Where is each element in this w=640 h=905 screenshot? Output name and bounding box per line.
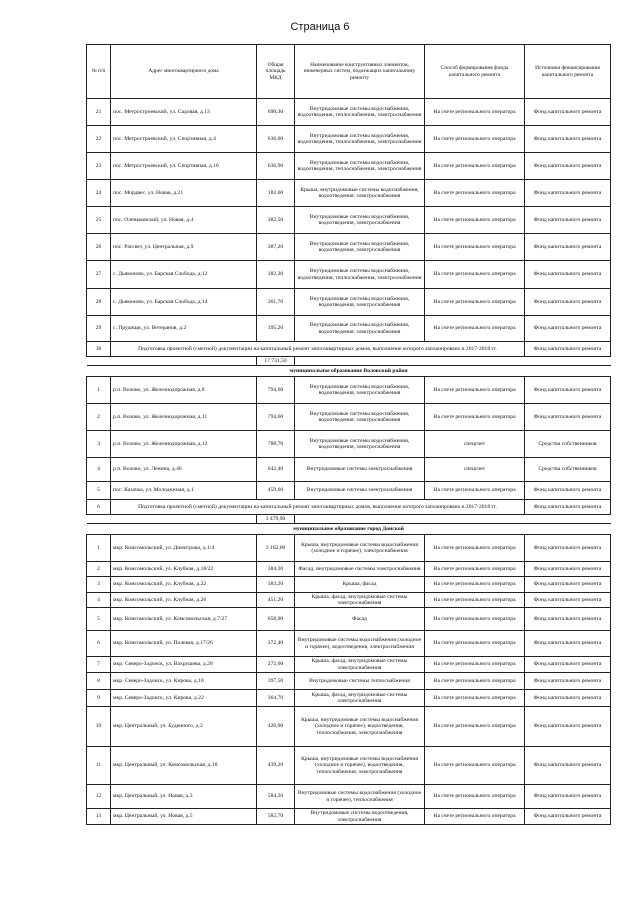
table-row [87,809,611,825]
row-method: На счете регионального оператора [425,785,525,809]
row-address: мкр. Комсомольский, ул. Клубная, д.26 [111,593,257,608]
row-elements: Внутридомовые системы водоснабжения, водоотведения, теплоснабжения, электроснабжения [295,99,425,126]
table-row [87,657,611,673]
row-source: Фонд капитального ремонта [525,207,611,234]
row-number: 2 [87,562,111,577]
table-row [87,289,611,316]
row-source: Фонд капитального ремонта [525,180,611,207]
row-elements: Внутридомовые системы водоснабжения, водоотведения, теплоснабжения, электроснабжения [295,261,425,289]
row-method: На счете регионального оператора [425,690,525,707]
row-number: 1 [87,535,111,562]
row-source: Фонд капитального ремонта [525,377,611,404]
row-method: На счете регионального оператора [425,234,525,261]
row-area: 182,60 [257,180,295,207]
table-row [87,99,611,126]
row-method: На счете регионального оператора [425,535,525,562]
row-number: 26 [87,234,111,261]
row-source: Фонд капитального ремонта [525,785,611,809]
table-row [87,707,611,747]
row-area: 395,20 [257,316,295,342]
row-number: 4 [87,593,111,608]
row-area: 361,70 [257,289,295,316]
row-elements: Крыша, внутридомовые системы водоснабжения (холодное и горячее), водоотведения, теплоснабжения, электроснабжения [295,747,425,785]
row-address: с. Дьяконово, ул. Барская Слобода, д.14 [111,289,257,316]
row-method: На счете регионального оператора [425,673,525,690]
row-area: 272,60 [257,657,295,673]
row-area: 3 162,00 [257,535,295,562]
row-method: На счете регионального оператора [425,180,525,207]
page-title: Страница 6 [290,21,350,33]
repair-program-table [86,44,610,825]
row-source: Фонд капитального ремонта [525,404,611,431]
section-total-row [87,357,611,366]
table-row [87,234,611,261]
row-method: На счете регионального оператора [425,377,525,404]
row-address: с. Дьяконово, ул. Барская Слобода, д.12 [111,261,257,289]
row-number: 11 [87,747,111,785]
table-row [87,535,611,562]
row-number: 3 [87,577,111,593]
header-elements: Наименование конструктивных элементов, инженерных систем, подлежащих капитальному ремонту [295,45,425,99]
row-number: 7 [87,657,111,673]
row-number: 13 [87,809,111,825]
row-address: мкр. Комсомольский, ул. Комсомольская, д.7/27 [111,608,257,631]
row-area: 788,70 [257,431,295,458]
row-source: Фонд капитального ремонта [525,593,611,608]
row-elements: Внутридомовые системы водоснабжения, водоотведения, электроснабжения [295,431,425,458]
row-source: Фонд капитального ремонта [525,608,611,631]
row-number: 22 [87,126,111,153]
row-source: Фонд капитального ремонта [525,690,611,707]
row-method: На счете регионального оператора [425,657,525,673]
row-source: Фонд капитального ремонта [525,342,611,357]
row-area: 794,60 [257,377,295,404]
row-address: мкр. Комсомольский, ул. Клубная, д.22 [111,577,257,593]
row-number: 23 [87,153,111,180]
table-row [87,747,611,785]
row-elements: Крыша, фасад, внутридомовые системы электроснабжения [295,593,425,608]
row-number: 4 [87,458,111,482]
row-number: 29 [87,316,111,342]
row-area: 636,90 [257,153,295,180]
row-elements: Крыша, внутридомовые системы водоснабжения (холодное и горячее), электроснабжения [295,535,425,562]
section-heading-row [87,524,611,535]
table-row [87,431,611,458]
row-number: 5 [87,482,111,500]
row-elements: Внутридомовые системы водоснабжения, водоотведения, теплоснабжения, электроснабжения [295,126,425,153]
row-method: На счете регионального оператора [425,482,525,500]
table-body [87,99,611,825]
row-method: На счете регионального оператора [425,747,525,785]
table-row [87,316,611,342]
row-number: 2 [87,404,111,431]
table-row [87,690,611,707]
row-address: мкр. Центральный, ул. Буденного, д.3 [111,707,257,747]
section-heading-row [87,366,611,377]
row-elements: Внутридомовые системы электроснабжения [295,482,425,500]
row-area: 397,50 [257,673,295,690]
row-address: мкр. Центральный, ул. Комсомольская, д.18 [111,747,257,785]
row-source: Фонд капитального ремонта [525,577,611,593]
row-method: На счете регионального оператора [425,99,525,126]
table-row [87,207,611,234]
row-source: Фонд капитального ремонта [525,673,611,690]
row-number: 5 [87,608,111,631]
table-row [87,673,611,690]
row-address: пос. Казачка, ул. Молодежная, д.1 [111,482,257,500]
row-number: 6 [87,631,111,657]
row-method: На счете регионального оператора [425,207,525,234]
row-source: Фонд капитального ремонта [525,562,611,577]
row-elements: Внутридомовые системы теплоснабжения [295,673,425,690]
project-description: Подготовка проектной (сметной) документации на капитальный ремонт многоквартирных домов, выполнение которого запланировано в 2017-2018 гг. [111,342,525,357]
row-source: Средства собственников [525,431,611,458]
row-number: 9 [87,690,111,707]
row-area: 383,20 [257,577,295,593]
table-row [87,458,611,482]
row-elements: Крыша, внутридомовые системы водоснабжения (холодное и горячее), водоотведения, теплоснабжения, электроснабжения [295,707,425,747]
row-number: 10 [87,707,111,747]
row-method: На счете регионального оператора [425,593,525,608]
row-area: 642,40 [257,458,295,482]
row-area: 690,30 [257,99,295,126]
row-elements: Фасад, внутридомовые системы электроснабжения [295,562,425,577]
row-elements: Внутридомовые системы водоснабжения, водоотведения, электроснабжения [295,289,425,316]
total-spacer [295,515,611,524]
row-area: 420,00 [257,707,295,747]
row-method: На счете регионального оператора [425,631,525,657]
row-number: 27 [87,261,111,289]
total-spacer [87,515,257,524]
header-address: Адрес многоквартирного дома [111,45,257,99]
row-address: мкр. Комсомольский, ул. Полевая, д.17/26 [111,631,257,657]
row-address: р.п. Волово, ул. Железнодорожная, д.11 [111,404,257,431]
row-source: Средства собственников [525,458,611,482]
row-method: На счете регионального оператора [425,153,525,180]
row-area: 584,20 [257,785,295,809]
row-address: пос. Мордвес, ул. Новая, д.21 [111,180,257,207]
row-number: 6 [87,500,111,515]
row-source: Фонд капитального ремонта [525,707,611,747]
section-total: 17 731,50 [257,357,295,366]
row-area: 582,70 [257,809,295,825]
row-method: На счете регионального оператора [425,126,525,153]
row-address: р.п. Волово, ул. Ленина, д.46 [111,458,257,482]
row-source: Фонд капитального ремонта [525,535,611,562]
row-number: 3 [87,431,111,458]
row-method: На счете регионального оператора [425,809,525,825]
row-address: мкр. Центральный, ул. Новая, д.3 [111,785,257,809]
row-number: 1 [87,377,111,404]
row-method: На счете регионального оператора [425,404,525,431]
row-source: Фонд капитального ремонта [525,316,611,342]
row-elements: Внутридомовые системы водоснабжения (холодное и горячее), водоотведения, электроснабжения [295,631,425,657]
row-source: Фонд капитального ремонта [525,747,611,785]
row-address: пос. Метростроевский, ул. Спортивная, д.10 [111,153,257,180]
row-number: 8 [87,673,111,690]
row-area: 382,30 [257,261,295,289]
row-elements: Крыша, фасад [295,577,425,593]
project-docs-row [87,500,611,515]
row-elements: Внутридомовые системы водоснабжения, водоотведения, электроснабжения [295,234,425,261]
row-source: Фонд капитального ремонта [525,234,611,261]
row-address: с. Прудищи, ул. Ветеранов, д.2 [111,316,257,342]
row-method: На счете регионального оператора [425,608,525,631]
row-number: 12 [87,785,111,809]
row-source: Фонд капитального ремонта [525,126,611,153]
table-row [87,562,611,577]
row-elements: Внутридомовые системы водоснабжения, водоотведения, электроснабжения [295,207,425,234]
total-spacer [87,357,257,366]
row-number: 28 [87,289,111,316]
row-address: мкр. Северо-Задонск, ул. Кирова, д.18 [111,673,257,690]
row-area: 372,40 [257,631,295,657]
project-docs-row [87,342,611,357]
row-number: 25 [87,207,111,234]
table-row [87,631,611,657]
header-num: № п/п [87,45,111,99]
row-source: Фонд капитального ремонта [525,289,611,316]
row-number: 24 [87,180,111,207]
table-row [87,377,611,404]
row-address: мкр. Центральный, ул. Новая, д.5 [111,809,257,825]
row-area: 636,60 [257,126,295,153]
row-elements: Внутридомовые системы водоснабжения (холодное и горячее), теплоснабжения [295,785,425,809]
row-area: 794,60 [257,404,295,431]
row-address: пос. Рассвет, ул. Центральная, д.9 [111,234,257,261]
row-area: 459,60 [257,482,295,500]
row-source: Фонд капитального ремонта [525,809,611,825]
section-total: 3 479,90 [257,515,295,524]
row-elements: Внутридомовые системы водоснабжения, водоотведения, электроснабжения [295,404,425,431]
row-address: р.п. Волово, ул. Железнодорожная, д.12 [111,431,257,458]
row-area: 439,20 [257,747,295,785]
row-elements: Фасад [295,608,425,631]
row-source: Фонд капитального ремонта [525,153,611,180]
row-method: На счете регионального оператора [425,261,525,289]
row-method: На счете регионального оператора [425,577,525,593]
row-method: На счете регионального оператора [425,289,525,316]
table-row [87,261,611,289]
row-address: мкр. Комсомольский, ул. Димитрова, д.1/4 [111,535,257,562]
table-row [87,785,611,809]
row-elements: Внутридомовые системы электроснабжения [295,458,425,482]
row-source: Фонд капитального ремонта [525,500,611,515]
row-method: спецсчет [425,431,525,458]
row-method: спецсчет [425,458,525,482]
row-elements: Внутридомовые системы водоснабжения, водоотведения, электроснабжения [295,316,425,342]
header-source: Источники финансирования капитального ремонта [525,45,611,99]
row-source: Фонд капитального ремонта [525,631,611,657]
row-number: 21 [87,99,111,126]
row-method: На счете регионального оператора [425,316,525,342]
header-area: Общая площадь МКД [257,45,295,99]
row-elements: Внутридомовые системы водоснабжения, водоотведения, теплоснабжения, электроснабжения [295,153,425,180]
row-elements: Внутридомовые системы водоотведения, электроснабжения [295,809,425,825]
table-row [87,608,611,631]
table-row [87,153,611,180]
row-elements: Крыша, фасад, внутридомовые системы электроснабжения [295,690,425,707]
row-address: пос. Метростроевский, ул. Спортивная, д.4 [111,126,257,153]
row-number: 30 [87,342,111,357]
header-method: Способ формирования фонда капитального ремонта [425,45,525,99]
table-row [87,482,611,500]
table-row [87,593,611,608]
table-row [87,577,611,593]
row-method: На счете регионального оператора [425,562,525,577]
row-area: 451,20 [257,593,295,608]
section-total-row [87,515,611,524]
row-address: мкр. Северо-Задонск, ул. Вахрушева, д.28 [111,657,257,673]
row-area: 387,20 [257,234,295,261]
row-area: 364,70 [257,690,295,707]
table-header-row [87,45,611,99]
row-area: 384,30 [257,562,295,577]
table-row [87,180,611,207]
section-heading: муниципальное образование город Донской [87,524,611,535]
row-address: р.п. Волово, ул. Железнодорожная, д.8 [111,377,257,404]
row-address: пос. Метростроевский, ул. Садовая, д.13 [111,99,257,126]
project-description: Подготовка проектной (сметной) документации на капитальный ремонт многоквартирных домов, выполнение которого запланировано в 2017-2018 гг. [111,500,525,515]
row-method: На счете регионального оператора [425,707,525,747]
row-address: мкр. Комсомольский, ул. Клубная, д.18/22 [111,562,257,577]
row-source: Фонд капитального ремонта [525,261,611,289]
row-elements: Крыша, фасад, внутридомовые системы электроснабжения [295,657,425,673]
row-area: 658,00 [257,608,295,631]
row-elements: Крыша, внутридомовые системы водоснабжения, водоотведения, электроснабжения [295,180,425,207]
row-address: пос. Оленьковский, ул. Новая, д.4 [111,207,257,234]
section-heading: муниципальное образование Воловский район [87,366,611,377]
row-source: Фонд капитального ремонта [525,657,611,673]
table-row [87,126,611,153]
row-source: Фонд капитального ремонта [525,99,611,126]
row-source: Фонд капитального ремонта [525,482,611,500]
row-elements: Внутридомовые системы водоснабжения, водоотведения, электроснабжения [295,377,425,404]
total-spacer [295,357,611,366]
row-area: 382,50 [257,207,295,234]
row-address: мкр. Северо-Задонск, ул. Кирова, д.22 [111,690,257,707]
table-row [87,404,611,431]
